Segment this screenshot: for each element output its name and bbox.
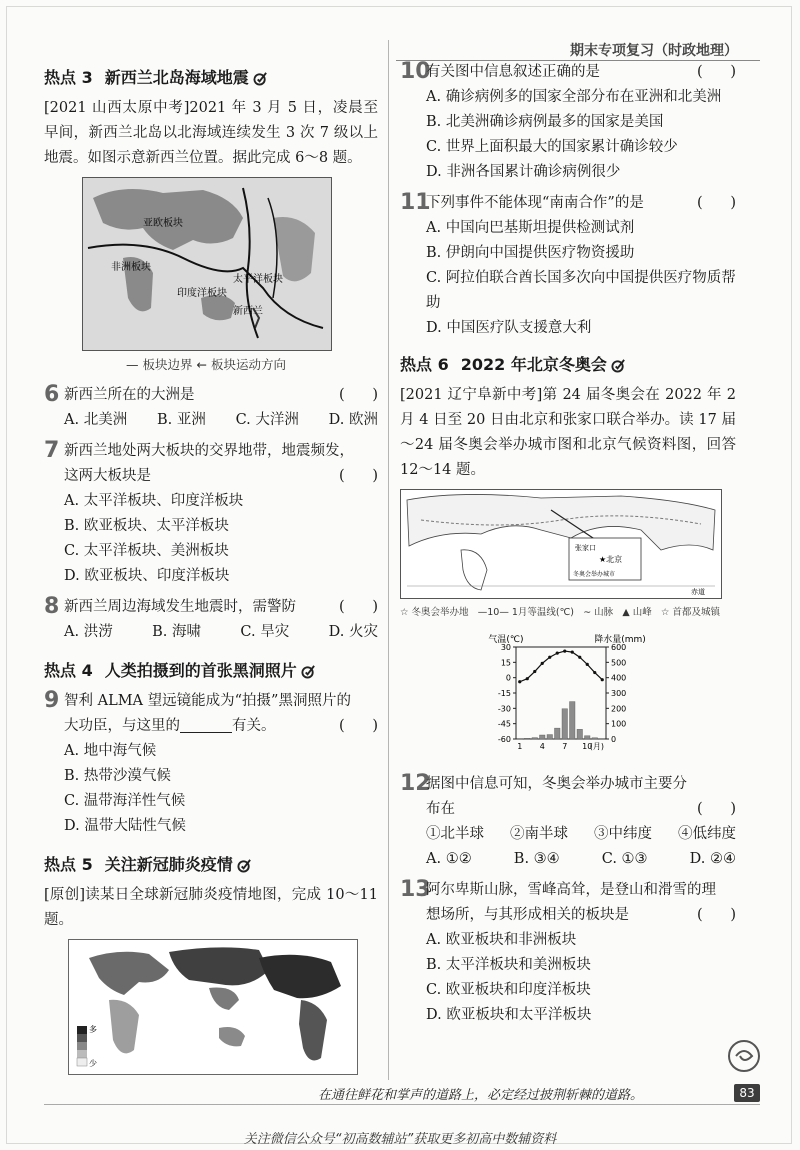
question-12 <box>400 772 736 872</box>
temperature-point <box>578 656 581 659</box>
q11-answer-paren: ( ) <box>697 195 736 211</box>
olympics-map-equator: 赤道 <box>691 588 705 596</box>
precip-tick-label: 400 <box>611 673 627 683</box>
map-label-newzealand: 新西兰 <box>233 306 263 317</box>
q9-stem-line2b: 有关。 <box>232 718 276 734</box>
plate-map-legend: — 板块边界 ← 板块运动方向 <box>126 357 286 372</box>
temp-tick-label: 30 <box>500 643 511 652</box>
olympics-map-inset: 冬奥会举办城市 <box>573 571 616 578</box>
q12-option-a: A. ①② <box>426 851 472 867</box>
q10-answer-paren: ( ) <box>697 64 736 80</box>
climate-chart <box>478 631 648 759</box>
right-column <box>400 60 736 1028</box>
check-seal-icon <box>611 358 626 373</box>
precipitation-bar <box>532 738 538 739</box>
temperature-line <box>520 651 603 682</box>
question-8 <box>44 595 378 645</box>
precip-tick-label: 200 <box>611 704 627 714</box>
climate-temp-axis-label: 气温(℃) <box>488 635 524 645</box>
precip-tick-label: 300 <box>611 689 627 698</box>
precip-tick-label: 100 <box>611 719 627 729</box>
hot4-number: 热点 4 <box>44 661 93 680</box>
q12-option-b: B. ③④ <box>513 851 560 867</box>
q7-answer-paren: ( ) <box>339 468 378 484</box>
month-tick-label: 10 <box>582 742 593 751</box>
q9-option-b: B. 热带沙漠气候 <box>64 768 171 784</box>
q8-option-b: B. 海啸 <box>152 624 201 640</box>
page-number: 83 <box>734 1084 760 1102</box>
q8-option-a: A. 洪涝 <box>64 624 113 640</box>
olympics-legend-peak: ▲ 山峰 <box>622 607 652 618</box>
q13-number: 13 <box>400 877 431 902</box>
q9-option-c: C. 温带海洋性气候 <box>64 793 186 809</box>
olympics-map-beijing: ★北京 <box>599 555 623 564</box>
temp-tick-label: 15 <box>500 658 511 668</box>
q12-choice-2: ②南半球 <box>510 826 568 842</box>
check-seal-icon <box>253 71 268 86</box>
question-10 <box>400 60 736 185</box>
q6-option-b: B. 亚洲 <box>156 412 206 428</box>
q13-option-a: A. 欧亚板块和非洲板块 <box>426 932 577 948</box>
precipitation-bar <box>555 728 561 739</box>
q8-answer-paren: ( ) <box>339 599 378 615</box>
precipitation-bar <box>592 738 598 739</box>
q13-option-b: B. 太平洋板块和美洲板块 <box>426 957 591 973</box>
covid-map-figure <box>68 939 378 1075</box>
q9-answer-paren: ( ) <box>339 718 378 734</box>
hot5-intro: [原创]读某日全球新冠肺炎疫情地图，完成 10～11 题。 <box>44 887 378 928</box>
hot5-heading: 关注新冠肺炎疫情 <box>104 855 233 874</box>
climate-plot-frame <box>516 647 606 739</box>
q13-answer-paren: ( ) <box>697 907 736 923</box>
hot4-title <box>44 659 378 683</box>
footer-rule <box>44 1104 760 1105</box>
temp-tick-label: -15 <box>497 689 511 698</box>
q7-number: 7 <box>44 438 60 463</box>
q6-option-c: C. 大洋洲 <box>235 412 299 428</box>
check-seal-icon <box>237 858 252 873</box>
q12-stem-line1: 据图中信息可知，冬奥会举办城市主要分 <box>426 776 687 792</box>
q6-number: 6 <box>44 382 60 407</box>
covid-legend-less: 少 <box>89 1059 97 1068</box>
hot5-title <box>44 853 378 877</box>
q9-number: 9 <box>44 688 60 713</box>
temperature-point <box>518 680 521 683</box>
q6-stem: 新西兰所在的大洲是 <box>64 387 195 403</box>
q7-stem-line2: 这两大板块是 <box>64 468 151 484</box>
olympics-legend-venue: ☆ 冬奥会举办地 <box>400 607 469 618</box>
footer-note: 关注微信公众号“初高数辅站”获取更多初高中数辅资料 <box>243 1132 557 1147</box>
q9-option-a: A. 地中海气候 <box>64 743 157 759</box>
temp-tick-label: -45 <box>497 719 511 729</box>
q12-option-d: D. ②④ <box>689 851 736 867</box>
temperature-point <box>571 651 574 654</box>
olympics-legend-isotherm: —10— 1月等温线(℃) <box>477 607 574 618</box>
q8-stem: 新西兰周边海域发生地震时，需警防 <box>64 599 296 615</box>
hot5-number: 热点 5 <box>44 855 93 874</box>
page-header: 期末专项复习（时政地理） <box>570 43 738 59</box>
q12-choice-4: ④低纬度 <box>678 826 736 842</box>
q10-option-c: C. 世界上面积最大的国家累计确诊较少 <box>426 139 678 155</box>
check-seal-icon <box>301 664 316 679</box>
q10-number: 10 <box>400 59 431 84</box>
q7-option-d: D. 欧亚板块、印度洋板块 <box>64 568 230 584</box>
precipitation-bar <box>525 738 531 739</box>
temp-tick-label: -60 <box>497 735 511 744</box>
month-tick-label: 1 <box>517 742 523 751</box>
q6-option-a: A. 北美洲 <box>64 412 128 428</box>
precipitation-bar <box>547 735 553 739</box>
column-divider <box>388 40 389 1080</box>
q13-option-c: C. 欧亚板块和印度洋板块 <box>426 982 591 998</box>
plate-map <box>82 177 332 351</box>
precipitation-bar <box>585 736 591 739</box>
q13-stem-line2: 想场所，与其形成相关的板块是 <box>426 907 629 923</box>
q8-option-d: D. 火灾 <box>328 624 378 640</box>
spiral-logo-icon <box>726 1038 762 1074</box>
hot6-heading: 2022 年北京冬奥会 <box>460 355 607 374</box>
q9-option-d: D. 温带大陆性气候 <box>64 818 186 834</box>
month-unit-label: (月) <box>589 742 604 751</box>
precip-tick-label: 500 <box>611 658 627 668</box>
hot6-title <box>400 353 736 377</box>
climate-precip-axis-label: 降水量(mm) <box>594 635 646 645</box>
hot3-intro: [2021 山西太原中考]2021 年 3 月 5 日，凌晨至早间，新西兰北岛以北海域连续发生 3 次 7 级以上地震。如图示意新西兰位置。据此完成 6～8 题。 <box>44 100 378 166</box>
q13-option-d: D. 欧亚板块和太平洋板块 <box>426 1007 592 1023</box>
left-column <box>44 64 378 1079</box>
question-7 <box>44 439 378 589</box>
q9-stem-line1: 智利 ALMA 望远镜能成为“拍摄”黑洞照片的 <box>64 693 351 709</box>
q8-option-c: C. 旱灾 <box>240 624 290 640</box>
q12-choice-1: ①北半球 <box>426 826 484 842</box>
q7-option-a: A. 太平洋板块、印度洋板块 <box>64 493 244 509</box>
temperature-point <box>556 652 559 655</box>
q6-option-d: D. 欧洲 <box>328 412 378 428</box>
map-label-pacific: 太平洋板块 <box>233 274 283 285</box>
temp-tick-label: 0 <box>505 673 511 683</box>
q12-choice-3: ③中纬度 <box>594 826 652 842</box>
olympics-map <box>400 489 722 599</box>
q12-stem-line2: 布在 <box>426 801 455 817</box>
hot3-heading: 新西兰北岛海域地震 <box>104 68 249 87</box>
temperature-point <box>533 670 536 673</box>
map-label-indian: 印度洋板块 <box>177 288 227 299</box>
q10-option-b: B. 北美洲确诊病例最多的国家是美国 <box>426 114 664 130</box>
precipitation-bar <box>540 735 546 739</box>
olympics-legend-capital: ☆ 首都及城镇 <box>660 607 720 618</box>
temperature-point <box>586 663 589 666</box>
temperature-point <box>593 671 596 674</box>
hot6-number: 热点 6 <box>400 355 449 374</box>
q11-option-d: D. 中国医疗队支援意大利 <box>426 320 592 336</box>
footer-motto: 在通往鲜花和掌声的道路上，必定经过披荆斩棘的道路。 <box>318 1088 644 1103</box>
month-tick-label: 4 <box>539 742 545 751</box>
map-label-eurasian: 亚欧板块 <box>143 218 183 229</box>
q12-number: 12 <box>400 771 431 796</box>
covid-legend-more: 多 <box>89 1025 97 1034</box>
q11-number: 11 <box>400 190 431 215</box>
q7-option-b: B. 欧亚板块、太平洋板块 <box>64 518 229 534</box>
temperature-point <box>526 677 529 680</box>
plate-map-figure <box>82 177 378 377</box>
q11-option-a: A. 中国向巴基斯坦提供检测试剂 <box>426 220 635 236</box>
q7-stem-line1: 新西兰地处两大板块的交界地带，地震频发， <box>64 443 354 459</box>
q10-option-a: A. 确诊病例多的国家全部分布在亚洲和北美洲 <box>426 89 722 105</box>
temp-tick-label: -30 <box>497 704 511 714</box>
q6-answer-paren: ( ) <box>339 387 378 403</box>
q11-option-c: C. 阿拉伯联合酋长国多次向中国提供医疗物质帮助 <box>426 270 736 311</box>
q12-option-c: C. ①③ <box>601 851 648 867</box>
precipitation-bar <box>570 702 576 739</box>
olympics-legend-mountain: ∼ 山脉 <box>583 607 614 618</box>
q12-answer-paren: ( ) <box>697 801 736 817</box>
q13-stem-line1: 阿尔卑斯山脉，雪峰高耸，是登山和滑雪的理 <box>426 882 716 898</box>
climate-chart-figure <box>478 631 736 766</box>
q10-option-d: D. 非洲各国累计确诊病例很少 <box>426 164 621 180</box>
map-label-african: 非洲板块 <box>111 262 151 273</box>
hot3-title <box>44 66 378 90</box>
covid-map <box>68 939 358 1075</box>
question-6 <box>44 383 378 433</box>
olympics-map-zjk: 张家口 <box>575 544 596 552</box>
q10-stem: 有关图中信息叙述正确的是 <box>426 64 600 80</box>
precip-tick-label: 600 <box>611 643 627 652</box>
precip-tick-label: 0 <box>611 735 617 744</box>
q8-number: 8 <box>44 594 60 619</box>
month-tick-label: 7 <box>562 742 568 751</box>
q11-option-b: B. 伊朗向中国提供医疗物资援助 <box>426 245 635 261</box>
olympics-map-figure <box>400 489 736 625</box>
temperature-point <box>563 649 566 652</box>
precipitation-bar <box>577 729 583 739</box>
question-9 <box>44 689 378 839</box>
hot4-heading: 人类拍摄到的首张黑洞照片 <box>104 661 297 680</box>
precipitation-bar <box>562 709 568 739</box>
hot3-number: 热点 3 <box>44 68 93 87</box>
q9-stem-line2a: 大功臣，与这里的 <box>64 718 180 734</box>
question-11 <box>400 191 736 341</box>
q7-option-c: C. 太平洋板块、美洲板块 <box>64 543 229 559</box>
temperature-point <box>601 678 604 681</box>
temperature-point <box>541 662 544 665</box>
question-13 <box>400 878 736 1028</box>
hot6-intro: [2021 辽宁阜新中考]第 24 届冬奥会在 2022 年 2 月 4 日至 20 日由北京和张家口联合举办。读 17 届～24 届冬奥会举办城市图和北京气候资料图，回答 12～14 题。 <box>400 387 736 478</box>
q11-stem: 下列事件不能体现“南南合作”的是 <box>426 195 644 211</box>
temperature-point <box>548 656 551 659</box>
q9-blank <box>180 716 232 733</box>
